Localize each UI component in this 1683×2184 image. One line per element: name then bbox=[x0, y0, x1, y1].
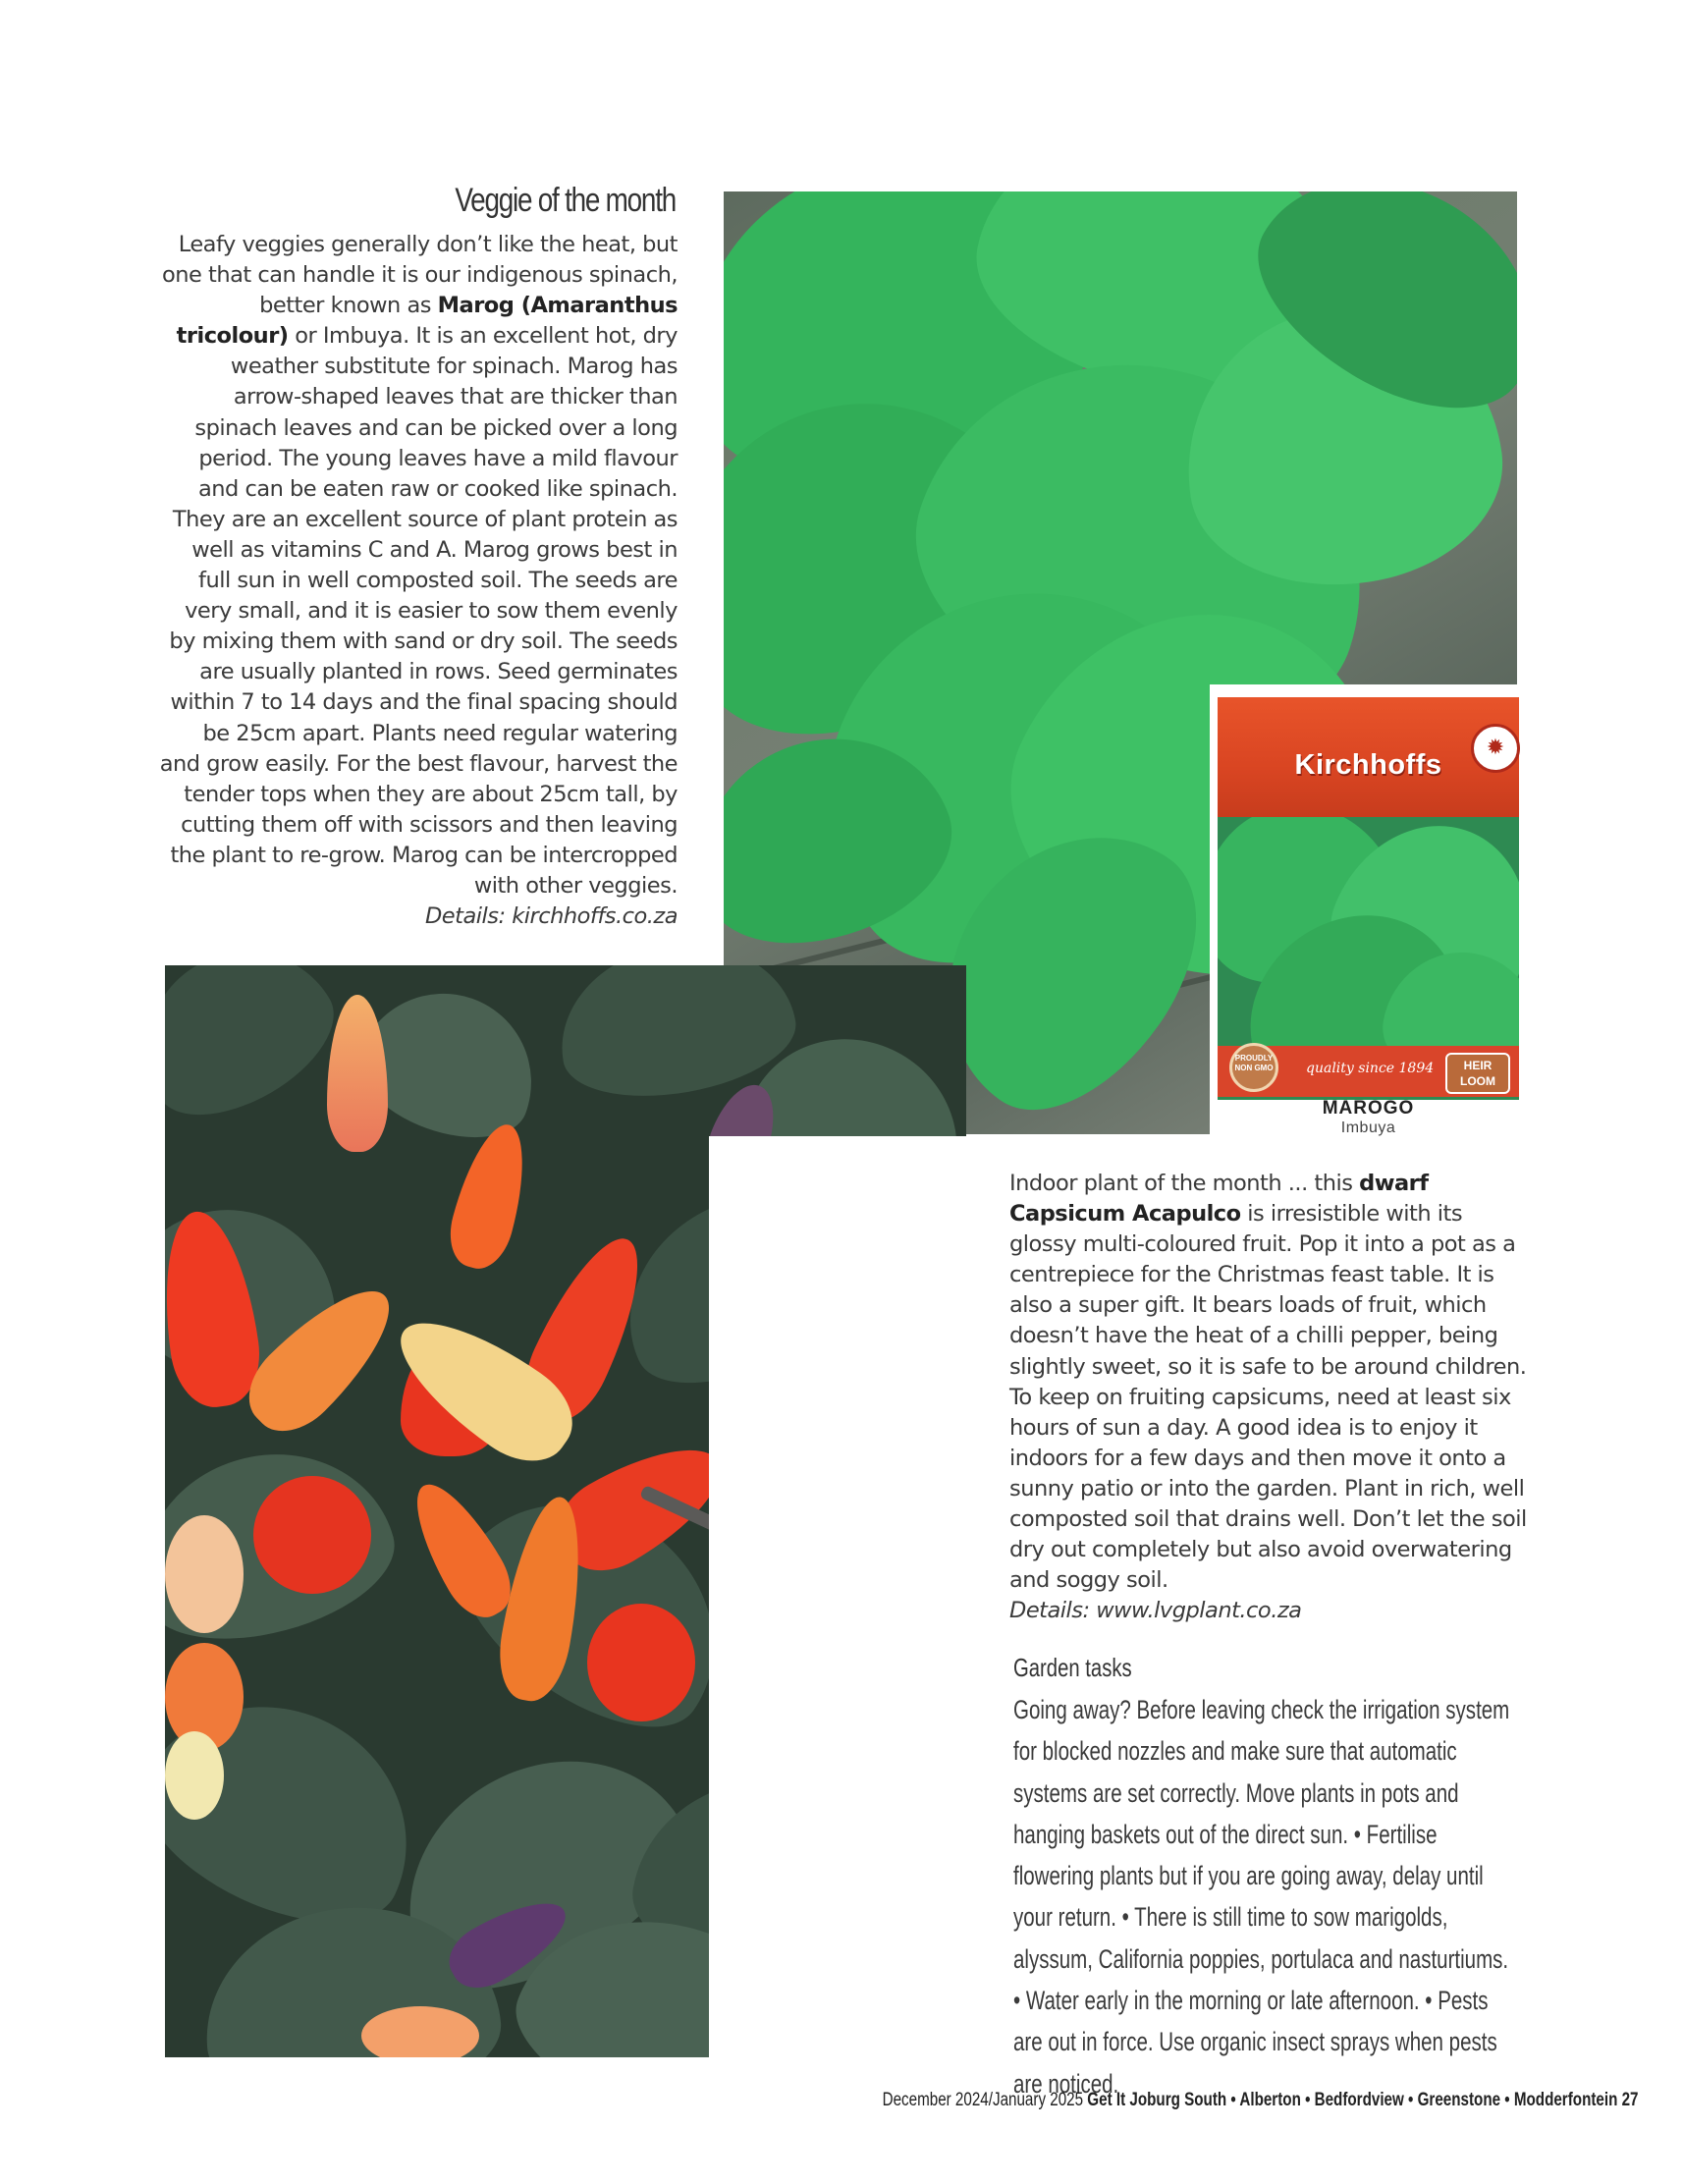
indoor-plant-article bbox=[1009, 1169, 1530, 1626]
packet-brand-logo: Kirchhoffs bbox=[1294, 749, 1442, 781]
capsicum-photo-cutout bbox=[709, 1136, 976, 2069]
indoor-details: Details: www.lvgplant.co.za bbox=[1009, 1598, 1302, 1624]
veggie-text-1: Leafy veggies generally don’t like the heat, but one that can handle it is our indigenous spinach, better known as bbox=[162, 232, 678, 319]
indoor-bold-name: dwarf Capsicum Acapulco bbox=[1009, 1171, 1429, 1228]
veggie-details: Details: kirchhoffs.co.za bbox=[424, 903, 678, 930]
footer-date: December 2024/January 2025 bbox=[882, 2090, 1088, 2110]
garden-tasks-text: Going away? Before leaving check the irrigation system for blocked nozzles and make sure that automatic systems are set correctly. Move plants in pots and hanging baskets out of the direct sun. • Fertilise flowering plants but if you are going away, delay until your return. • There is still time to sow marigolds, alyssum, California poppies, portulaca and nasturtiums. • Water early in the morning or late afternoon. • Pests are out in force. Use organic insect sprays when pests are noticed. bbox=[1013, 1695, 1510, 2099]
indoor-text-2: is irresistible with its glossy multi-coloured fruit. Pop it into a pot as a centrepiece for the Christmas feast table. It is also a super gift. It bears loads of fruit, which doesn’t have the heat of a chilli pepper, being slightly sweet, so it is safe to be around children. To keep on fruiting capsicums, need at least six hours of sun a day. A good idea is to enjoy it indoors for a few days and then move it onto a sunny patio or into the garden. Plant in rich, well composted soil that drains well. Don’t let the soil dry out completely but also avoid overwatering and soggy soil. bbox=[1009, 1201, 1527, 1594]
garden-tasks-heading: Garden tasks bbox=[1013, 1653, 1132, 1682]
indoor-text-1: Indoor plant of the month ... this bbox=[1009, 1171, 1360, 1196]
veggie-text-2: or Imbuya. It is an excellent hot, dry weather substitute for spinach. Marog has arrow-shaped leaves that are thicker than spinach leaves and can be picked over a long period. The young leaves have a mild flavour and can be eaten raw or cooked like spinach. They are an excellent source of plant protein as well as vitamins C and A. Marog grows best in full sun in well composted soil. The seeds are very small, and it is easier to sow them evenly by mixing them with sand or dry soil. The seeds are usually planted in rows. Seed germinates within 7 to 14 days and the final spacing should be 25cm apart. Plants need regular watering and grow easily. For the best flavour, harvest the tender tops when they are about 25cm tall, by cutting them off with scissors and then leaving the plant to re-grow. Marog can be intercropped with other veggies. bbox=[159, 323, 678, 899]
non-gmo-badge bbox=[1229, 1043, 1278, 1092]
non-gmo-text: PROUDLY NON GMO bbox=[1234, 1054, 1274, 1072]
packet-quality-text: quality since 1894 bbox=[1306, 1061, 1435, 1076]
veggie-heading: Veggie of the month bbox=[455, 182, 676, 219]
footer-publication: Get It Joburg South • Alberton • Bedfordview • Greenstone • Modderfontein 27 bbox=[1087, 2090, 1639, 2110]
maple-seal-icon: ✹ bbox=[1471, 724, 1520, 773]
veggie-bold-name: Marog (Amaranthus tricolour) bbox=[176, 293, 678, 350]
page-footer bbox=[882, 2090, 1639, 2111]
heirloom-badge bbox=[1445, 1053, 1510, 1094]
heirloom-text: HEIR LOOM bbox=[1460, 1059, 1495, 1088]
packet-subname: Imbuya bbox=[1340, 1119, 1396, 1136]
packet-name: MAROGO bbox=[1322, 1098, 1415, 1119]
veggie-article bbox=[157, 230, 678, 932]
